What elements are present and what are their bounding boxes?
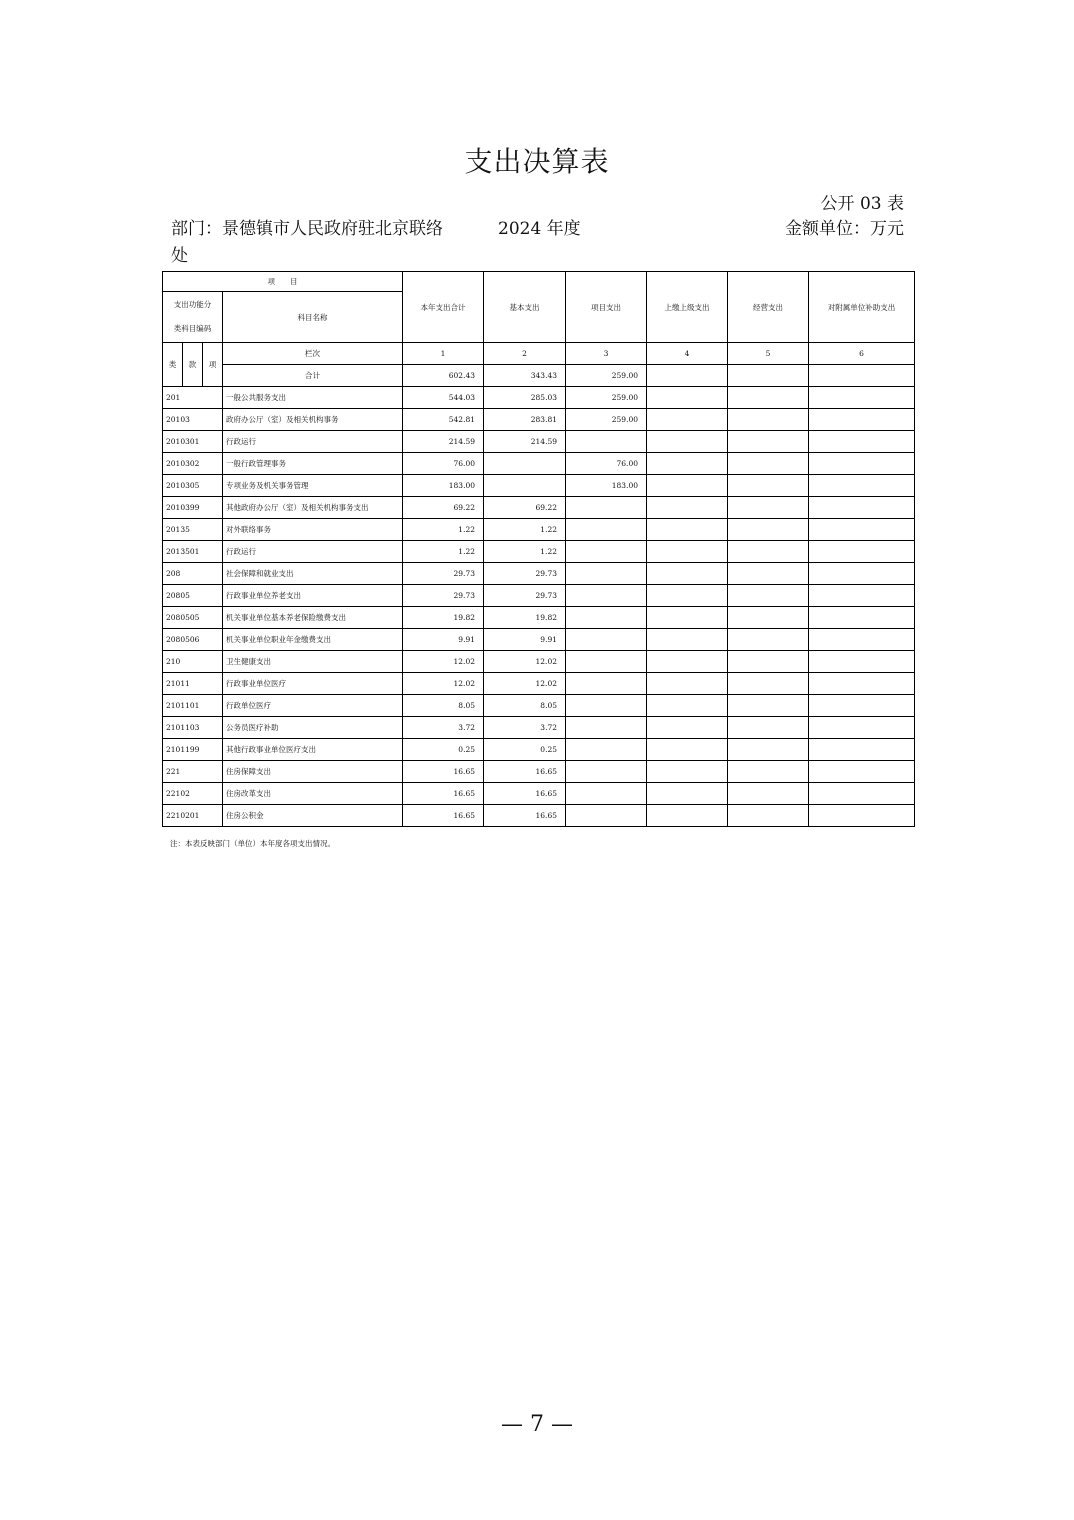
row-value-5: [728, 629, 809, 651]
row-value-5: [728, 651, 809, 673]
row-value-3: [566, 563, 647, 585]
header-kuan: 款: [183, 343, 203, 387]
row-value-6: [809, 585, 915, 607]
col-num-6: 6: [809, 343, 915, 365]
row-subject-name: 对外联络事务: [223, 519, 403, 541]
row-code: 20805: [163, 585, 223, 607]
row-value-1: 183.00: [403, 475, 484, 497]
row-subject-name: 其他政府办公厅（室）及相关机构事务支出: [223, 497, 403, 519]
row-value-2: 3.72: [484, 717, 566, 739]
table-body: [163, 387, 915, 827]
row-value-5: [728, 475, 809, 497]
row-subject-name: 机关事业单位职业年金缴费支出: [223, 629, 403, 651]
table-row: [163, 453, 915, 475]
row-value-6: [809, 761, 915, 783]
row-value-1: 69.22: [403, 497, 484, 519]
row-value-4: [647, 541, 728, 563]
row-subject-name: 一般公共服务支出: [223, 387, 403, 409]
row-value-4: [647, 585, 728, 607]
table-row: [163, 585, 915, 607]
row-value-2: [484, 453, 566, 475]
row-value-3: [566, 717, 647, 739]
row-value-1: 16.65: [403, 761, 484, 783]
row-code: 2013501: [163, 541, 223, 563]
row-value-1: 1.22: [403, 519, 484, 541]
row-value-4: [647, 717, 728, 739]
row-value-5: [728, 673, 809, 695]
header-lei: 类: [163, 343, 183, 387]
header-project: 项 目: [163, 272, 403, 292]
department-label: 部门：景德镇市人民政府驻北京联络处: [171, 219, 443, 266]
table-row: [163, 695, 915, 717]
row-value-3: 183.00: [566, 475, 647, 497]
row-value-1: 16.65: [403, 805, 484, 827]
row-value-6: [809, 519, 915, 541]
row-subject-name: 其他行政事业单位医疗支出: [223, 739, 403, 761]
total-value-1: 602.43: [403, 365, 484, 387]
row-value-5: [728, 431, 809, 453]
row-value-6: [809, 497, 915, 519]
row-value-4: [647, 607, 728, 629]
table-row: [163, 497, 915, 519]
row-code: 20135: [163, 519, 223, 541]
total-value-2: 343.43: [484, 365, 566, 387]
row-value-3: [566, 431, 647, 453]
row-value-4: [647, 651, 728, 673]
row-value-2: 285.03: [484, 387, 566, 409]
row-value-3: [566, 585, 647, 607]
row-value-3: [566, 541, 647, 563]
table-row: [163, 475, 915, 497]
row-value-6: [809, 541, 915, 563]
row-code: 2101199: [163, 739, 223, 761]
row-value-3: [566, 607, 647, 629]
row-value-6: [809, 607, 915, 629]
row-value-1: 12.02: [403, 651, 484, 673]
header-xiang: 项: [203, 343, 223, 387]
row-value-6: [809, 695, 915, 717]
table-row: [163, 431, 915, 453]
table-row: [163, 629, 915, 651]
row-value-4: [647, 629, 728, 651]
row-value-2: [484, 475, 566, 497]
table-row: [163, 541, 915, 563]
row-value-2: 29.73: [484, 563, 566, 585]
row-value-1: 542.81: [403, 409, 484, 431]
row-value-5: [728, 585, 809, 607]
row-value-2: 8.05: [484, 695, 566, 717]
row-value-5: [728, 607, 809, 629]
row-code: 208: [163, 563, 223, 585]
row-code: 22102: [163, 783, 223, 805]
row-value-2: 16.65: [484, 761, 566, 783]
row-value-4: [647, 475, 728, 497]
row-value-1: 3.72: [403, 717, 484, 739]
header-col-5: 经营支出: [728, 272, 809, 343]
row-value-4: [647, 409, 728, 431]
row-value-1: 16.65: [403, 783, 484, 805]
row-value-3: [566, 783, 647, 805]
header-col-3: 项目支出: [566, 272, 647, 343]
row-value-1: 0.25: [403, 739, 484, 761]
table-row: [163, 783, 915, 805]
total-value-6: [809, 365, 915, 387]
row-value-2: 1.22: [484, 541, 566, 563]
row-value-2: 69.22: [484, 497, 566, 519]
header-code-label-1: 支出功能分: [173, 300, 212, 309]
table-row: [163, 673, 915, 695]
row-value-6: [809, 783, 915, 805]
row-subject-name: 住房改革支出: [223, 783, 403, 805]
row-code: 2101103: [163, 717, 223, 739]
header-lanci: 栏次: [223, 343, 403, 365]
row-value-1: 214.59: [403, 431, 484, 453]
row-value-4: [647, 431, 728, 453]
row-value-3: [566, 805, 647, 827]
row-value-3: [566, 519, 647, 541]
row-value-5: [728, 453, 809, 475]
row-value-2: 29.73: [484, 585, 566, 607]
row-value-4: [647, 695, 728, 717]
row-value-6: [809, 629, 915, 651]
row-value-2: 1.22: [484, 519, 566, 541]
col-num-4: 4: [647, 343, 728, 365]
table-row: [163, 739, 915, 761]
row-subject-name: 卫生健康支出: [223, 651, 403, 673]
header-col-2: 基本支出: [484, 272, 566, 343]
row-value-4: [647, 673, 728, 695]
col-num-2: 2: [484, 343, 566, 365]
row-value-6: [809, 651, 915, 673]
row-value-2: 16.65: [484, 783, 566, 805]
row-value-1: 19.82: [403, 607, 484, 629]
row-value-5: [728, 409, 809, 431]
header-subject-name: 科目名称: [223, 292, 403, 343]
row-value-3: [566, 629, 647, 651]
row-value-3: 76.00: [566, 453, 647, 475]
table-row: [163, 651, 915, 673]
table-row: [163, 387, 915, 409]
row-value-6: [809, 453, 915, 475]
table-row: [163, 805, 915, 827]
table-row: [163, 519, 915, 541]
row-value-6: [809, 431, 915, 453]
row-value-3: 259.00: [566, 387, 647, 409]
row-value-2: 12.02: [484, 673, 566, 695]
row-subject-name: 公务员医疗补助: [223, 717, 403, 739]
total-row: [163, 365, 915, 387]
row-value-5: [728, 805, 809, 827]
row-code: 210: [163, 651, 223, 673]
amount-unit: 金额单位：万元: [785, 219, 904, 239]
total-value-4: [647, 365, 728, 387]
row-subject-name: 住房公积金: [223, 805, 403, 827]
header-col-4: 上缴上级支出: [647, 272, 728, 343]
row-value-1: 29.73: [403, 585, 484, 607]
row-value-4: [647, 783, 728, 805]
row-value-3: [566, 761, 647, 783]
page-title: 支出决算表: [464, 145, 610, 178]
col-num-1: 1: [403, 343, 484, 365]
row-value-6: [809, 387, 915, 409]
total-value-5: [728, 365, 809, 387]
row-subject-name: 机关事业单位基本养老保险缴费支出: [223, 607, 403, 629]
expenditure-table: [162, 271, 915, 827]
row-value-5: [728, 563, 809, 585]
row-value-1: 9.91: [403, 629, 484, 651]
row-subject-name: 社会保障和就业支出: [223, 563, 403, 585]
row-value-2: 0.25: [484, 739, 566, 761]
row-code: 2080506: [163, 629, 223, 651]
total-label: 合计: [223, 365, 403, 387]
row-value-4: [647, 563, 728, 585]
row-value-4: [647, 805, 728, 827]
row-subject-name: 政府办公厅（室）及相关机构事务: [223, 409, 403, 431]
row-value-5: [728, 695, 809, 717]
row-value-3: 259.00: [566, 409, 647, 431]
row-value-2: 16.65: [484, 805, 566, 827]
row-code: 2080505: [163, 607, 223, 629]
row-value-4: [647, 739, 728, 761]
header-code-label: [163, 292, 223, 343]
row-value-5: [728, 519, 809, 541]
row-value-3: [566, 651, 647, 673]
row-value-4: [647, 497, 728, 519]
row-value-6: [809, 673, 915, 695]
row-code: 2101101: [163, 695, 223, 717]
table-row: [163, 607, 915, 629]
row-subject-name: 住房保障支出: [223, 761, 403, 783]
row-value-6: [809, 563, 915, 585]
row-value-6: [809, 739, 915, 761]
row-code: 2010301: [163, 431, 223, 453]
row-subject-name: 行政单位医疗: [223, 695, 403, 717]
table-row: [163, 563, 915, 585]
row-value-1: 76.00: [403, 453, 484, 475]
row-value-5: [728, 739, 809, 761]
form-number: 公开 03 表: [820, 194, 904, 214]
row-value-5: [728, 783, 809, 805]
table-row: [163, 761, 915, 783]
row-code: 2210201: [163, 805, 223, 827]
table-row: [163, 409, 915, 431]
row-value-2: 9.91: [484, 629, 566, 651]
fiscal-year: 2024 年度: [498, 219, 581, 239]
col-num-5: 5: [728, 343, 809, 365]
header-col-1: 本年支出合计: [403, 272, 484, 343]
row-value-5: [728, 541, 809, 563]
row-value-1: 544.03: [403, 387, 484, 409]
row-value-3: [566, 497, 647, 519]
row-value-4: [647, 761, 728, 783]
page-number: — 7 —: [501, 1412, 573, 1437]
row-code: 221: [163, 761, 223, 783]
header-code-label-2: 类科目编码: [173, 324, 212, 333]
row-value-5: [728, 387, 809, 409]
row-value-6: [809, 475, 915, 497]
row-value-2: 19.82: [484, 607, 566, 629]
row-value-6: [809, 409, 915, 431]
row-value-3: [566, 673, 647, 695]
table-note: 注：本表反映部门（单位）本年度各项支出情况。: [170, 839, 335, 848]
header-col-6: 对附属单位补助支出: [809, 272, 915, 343]
row-value-5: [728, 497, 809, 519]
row-value-1: 29.73: [403, 563, 484, 585]
row-subject-name: 行政事业单位养老支出: [223, 585, 403, 607]
row-subject-name: 行政事业单位医疗: [223, 673, 403, 695]
row-subject-name: 行政运行: [223, 431, 403, 453]
row-value-2: 214.59: [484, 431, 566, 453]
row-code: 20103: [163, 409, 223, 431]
row-value-4: [647, 387, 728, 409]
row-subject-name: 行政运行: [223, 541, 403, 563]
row-value-1: 12.02: [403, 673, 484, 695]
row-value-4: [647, 453, 728, 475]
row-value-6: [809, 805, 915, 827]
row-subject-name: 专项业务及机关事务管理: [223, 475, 403, 497]
col-num-3: 3: [566, 343, 647, 365]
row-code: 201: [163, 387, 223, 409]
row-code: 2010302: [163, 453, 223, 475]
row-value-2: 283.81: [484, 409, 566, 431]
row-value-6: [809, 717, 915, 739]
row-value-2: 12.02: [484, 651, 566, 673]
total-value-3: 259.00: [566, 365, 647, 387]
row-value-3: [566, 739, 647, 761]
row-value-5: [728, 717, 809, 739]
table-row: [163, 717, 915, 739]
row-value-4: [647, 519, 728, 541]
row-value-1: 1.22: [403, 541, 484, 563]
row-code: 21011: [163, 673, 223, 695]
row-code: 2010399: [163, 497, 223, 519]
row-code: 2010305: [163, 475, 223, 497]
row-value-3: [566, 695, 647, 717]
row-value-1: 8.05: [403, 695, 484, 717]
row-value-5: [728, 761, 809, 783]
row-subject-name: 一般行政管理事务: [223, 453, 403, 475]
